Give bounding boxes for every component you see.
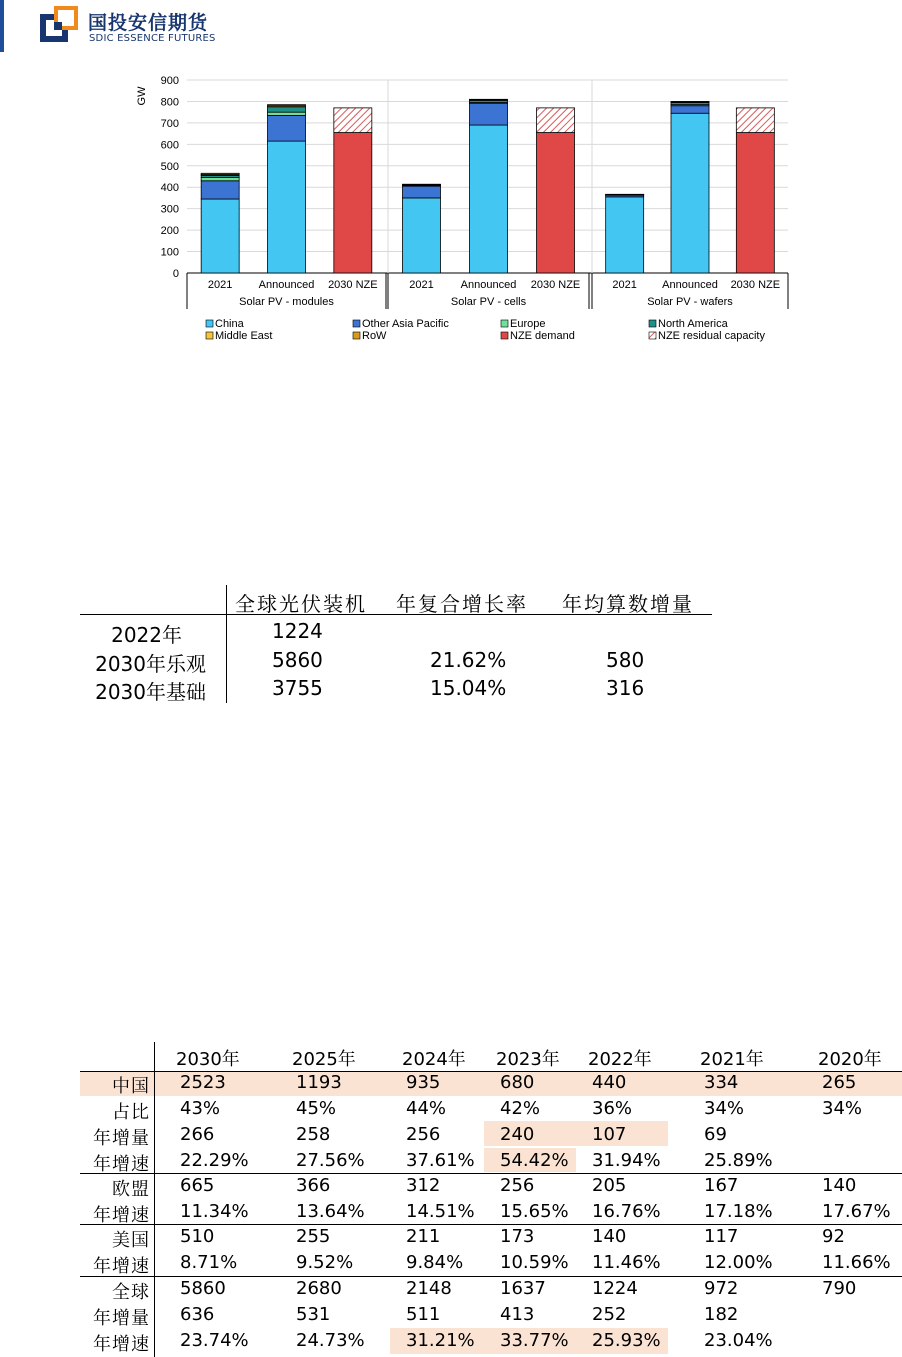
table-cell: 510 [180,1226,215,1247]
table-cell: 42% [500,1098,541,1119]
table-cell: 636 [180,1304,215,1325]
table-cell: 10.59% [500,1252,569,1273]
table-cell: 22.29% [180,1150,249,1171]
row-label: 年增速 [93,1334,150,1355]
table-cell: 24.73% [296,1330,365,1351]
y-tick-label: 100 [160,246,179,259]
category-label: 2030 NZE [530,279,581,291]
table-cell: 23.74% [180,1330,249,1351]
table-cell: 256 [406,1124,441,1145]
category-label: 2021 [612,279,637,291]
y-tick-label: 500 [160,160,179,173]
y-tick-label: 600 [160,139,179,152]
category-label: 2021 [207,279,233,291]
table-cell: 31.21% [406,1330,475,1351]
table-cell: 366 [296,1175,331,1196]
legend-label: Middle East [215,330,273,342]
table-cell: 511 [406,1304,441,1325]
table-cell: 266 [180,1124,215,1145]
table-cell: 265 [822,1072,857,1093]
legend-label: North America [658,318,728,330]
table-cell: 205 [592,1175,627,1196]
table-cell: 240 [500,1124,535,1145]
table-cell: 37.61% [406,1150,475,1171]
category-label: Announced [460,279,517,291]
legend-label: Other Asia Pacific [362,318,449,330]
brand-name-en: SDIC ESSENCE FUTURES [89,33,216,44]
table-cell: 107 [592,1124,627,1145]
table-cell: 182 [704,1304,739,1325]
y-tick-label: 800 [160,96,179,109]
y-tick-label: 200 [160,225,179,238]
category-label: Announced [258,279,315,291]
y-tick-label: 400 [160,182,179,195]
table-cell: 23.04% [704,1330,773,1351]
year-header: 2020年 [818,1049,882,1070]
table-cell: 440 [592,1072,627,1093]
table-cell: 45% [296,1098,337,1119]
table-cell: 972 [704,1278,739,1299]
table-cell: 27.56% [296,1150,365,1171]
table1-cell: 5860 [272,648,323,672]
table1-cell: 316 [606,676,645,700]
legend-label: NZE demand [510,330,575,342]
table-rule [80,1173,902,1174]
table-cell: 935 [406,1072,441,1093]
table1-row-label: 2030年乐观 [95,652,206,676]
panel-label: Solar PV - modules [239,296,334,308]
y-axis-label: GW [136,86,148,106]
table1-header-avg-increment: 年均算数增量 [562,592,694,616]
brand-name-cn: 国投安信期货 [88,12,209,34]
legend-label: China [215,318,244,330]
table-cell: 17.67% [822,1201,891,1222]
table-cell: 16.76% [592,1201,661,1222]
table-cell: 665 [180,1175,215,1196]
table-rule [80,1276,902,1277]
table-cell: 54.42% [500,1150,569,1171]
table-cell: 140 [822,1175,857,1196]
row-label: 年增量 [93,1128,150,1149]
table-cell: 5860 [180,1278,226,1299]
panel-label: Solar PV - cells [450,296,527,308]
table1-cell: 1224 [272,619,323,643]
table-cell: 2523 [180,1072,226,1093]
row-label: 年增速 [93,1205,150,1226]
table-cell: 43% [180,1098,221,1119]
y-tick-label: 300 [160,203,179,216]
year-header: 2021年 [700,1049,764,1070]
table-cell: 11.66% [822,1252,891,1273]
y-tick-label: 900 [160,75,179,87]
table-cell: 33.77% [500,1330,569,1351]
table-cell: 11.46% [592,1252,661,1273]
table-cell: 92 [822,1226,845,1247]
category-label: 2021 [409,279,434,291]
category-label: 2030 NZE [730,279,781,291]
table-cell: 413 [500,1304,535,1325]
legend-label: RoW [362,330,387,342]
table-cell: 140 [592,1226,627,1247]
table-cell: 173 [500,1226,535,1247]
table1-cell: 3755 [272,676,323,700]
table-cell: 334 [704,1072,739,1093]
panel-label: Solar PV - wafers [647,296,733,308]
row-label: 中国 [112,1076,150,1097]
table-cell: 36% [592,1098,633,1119]
table-cell: 31.94% [592,1150,661,1171]
y-tick-label: 700 [160,117,179,130]
table-cell: 13.64% [296,1201,365,1222]
row-label: 占比 [112,1102,150,1123]
table1-header-installed: 全球光伏装机 [235,592,367,616]
table1-cell: 15.04% [430,676,507,700]
table-cell: 256 [500,1175,535,1196]
table-cell: 2680 [296,1278,342,1299]
table-cell: 15.65% [500,1201,569,1222]
table1-row-label: 2030年基础 [95,680,206,704]
table-cell: 44% [406,1098,447,1119]
table-cell: 255 [296,1226,331,1247]
table-cell: 34% [822,1098,863,1119]
table-cell: 9.84% [406,1252,464,1273]
table-cell: 117 [704,1226,739,1247]
table-cell: 2148 [406,1278,452,1299]
row-label: 年增量 [93,1308,150,1329]
table-rule [80,1224,902,1225]
row-label: 美国 [112,1230,150,1251]
table-cell: 17.18% [704,1201,773,1222]
table-cell: 1637 [500,1278,546,1299]
table-cell: 12.00% [704,1252,773,1273]
row-label: 年增速 [93,1256,150,1277]
category-label: 2030 NZE [328,279,378,291]
table-cell: 69 [704,1124,727,1145]
table-cell: 11.34% [180,1201,249,1222]
y-tick-label: 0 [172,268,179,280]
category-label: Announced [662,279,718,291]
table-cell: 1224 [592,1278,638,1299]
year-header: 2024年 [402,1049,466,1070]
row-label: 欧盟 [112,1179,150,1200]
table-cell: 312 [406,1175,441,1196]
table-cell: 680 [500,1072,535,1093]
year-header: 2022年 [588,1049,652,1070]
table-cell: 531 [296,1304,331,1325]
table-cell: 252 [592,1304,627,1325]
year-header: 2023年 [496,1049,560,1070]
legend-label: Europe [510,318,546,330]
table1-cell: 580 [606,648,645,672]
table1-cell: 21.62% [430,648,507,672]
table-cell: 8.71% [180,1252,238,1273]
table-column-rule [154,1042,155,1357]
table-cell: 25.89% [704,1150,773,1171]
table1-header-cagr: 年复合增长率 [396,592,528,616]
row-label: 全球 [112,1282,150,1303]
table-cell: 211 [406,1226,441,1247]
table-cell: 1193 [296,1072,342,1093]
table-cell: 25.93% [592,1330,661,1351]
year-header: 2030年 [176,1049,240,1070]
table-cell: 790 [822,1278,857,1299]
table-cell: 258 [296,1124,331,1145]
legend-label: NZE residual capacity [658,330,765,342]
table-cell: 34% [704,1098,745,1119]
table-cell: 9.52% [296,1252,354,1273]
year-header: 2025年 [292,1049,356,1070]
table1-row-label: 2022年 [111,623,182,647]
table-cell: 14.51% [406,1201,475,1222]
table-cell: 167 [704,1175,739,1196]
row-label: 年增速 [93,1154,150,1175]
